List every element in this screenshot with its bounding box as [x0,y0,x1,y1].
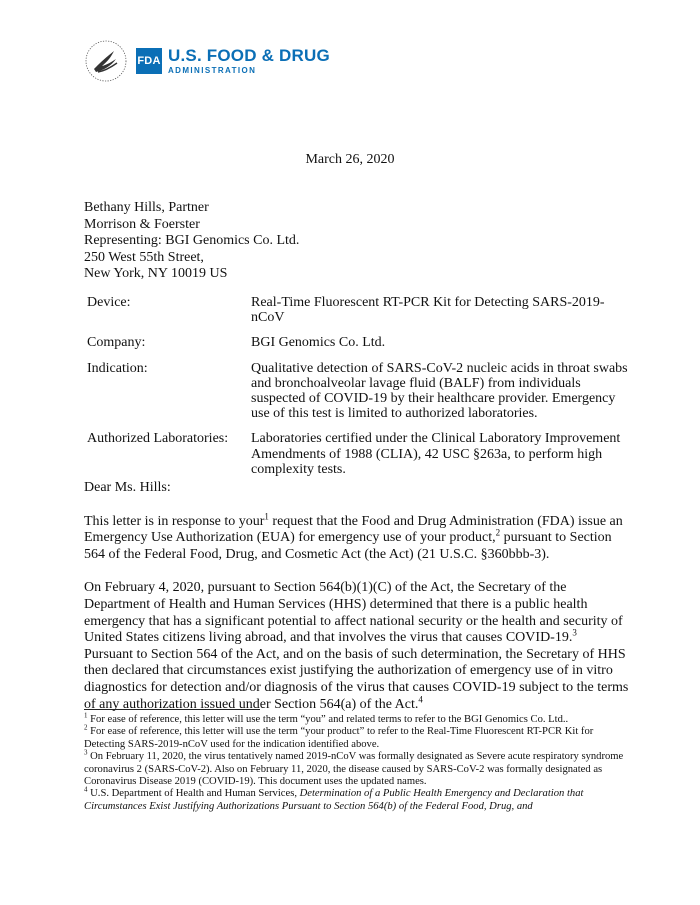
info-label: Authorized Laboratories: [87,431,229,447]
info-value: Laboratories certified under the Clinical Laboratory Improvement Amendments of 1988 (CLIA), 42 USC §263a, to perform high complexity tests. [251,431,621,477]
fda-logo-box: FDA [136,48,162,74]
footnote-ref: 3 [572,627,577,638]
footnote-ref: 2 [495,527,501,538]
fda-wordmark [168,47,330,75]
footnote-4: $^4$ U.S. Department of Health and Human Services, Determination of a Public Health Emergency and Declaration that Circumstances Exist Justifying Authorizations Pursuant to Section 564(b) of the Federal Food, Drug, and [84,785,584,812]
footnote-ref: 1 [264,510,269,521]
info-value: BGI Genomics Co. Ltd. [251,335,386,351]
letter-body [84,480,629,730]
info-row-authorized-labs [84,431,629,477]
info-row-indication [84,361,629,422]
address-line: New York, NY 10019 US [84,266,228,282]
info-label: Indication: [87,360,148,376]
info-value: Qualitative detection of SARS-CoV-2 nucleic acids in throat swabs and bronchoalveolar lavage fluid (BALF) from individuals suspected of COVID-19 by their healthcare provider. Emergency use of this test is limited to authorized laboratories. [251,360,628,422]
salutation: Dear Ms. Hills: [84,480,171,495]
info-row-device [84,295,629,325]
hhs-seal-icon [84,39,128,83]
device-info-table [84,295,629,487]
address-line: Bethany Hills, Partner [84,200,209,215]
address-line: Morrison & Foerster [84,216,200,232]
fda-logo [84,38,330,84]
info-value: Real-Time Fluorescent RT-PCR Kit for Detecting SARS-2019-nCoV [251,295,605,326]
fda-wordmark-line2: ADMINISTRATION [168,66,257,75]
footnote-ref: 4 [418,693,423,704]
info-label: Device: [87,295,131,310]
fda-wordmark-line1: U.S. FOOD & DRUG [168,46,330,65]
info-label: Company: [87,335,146,351]
letter-date: March 26, 2020 [305,152,395,167]
address-line: Representing: BGI Genomics Co. Ltd. [84,233,300,249]
recipient-address [84,200,299,283]
footnote-divider [84,709,260,710]
footnotes [84,711,629,813]
footnote-3: $^3$ On February 11, 2020, the virus tentatively named 2019-nCoV was formally designated as Severe acute respiratory syndrome coronavirus 2 (SARS-CoV-2). Also on February 11, 2020, the disease caused by SARS-CoV-2 was formally designated as Coronavirus Disease 2019 (COVID-19). This document uses the updated names. [84,748,624,788]
paragraph-2: On February 4, 2020, pursuant to Section 564(b)(1)(C) of the Act, the Secretary of the Department of Health and Human Services (HHS) determined that there is a public health emergency that has a significant potential to affect national security or the health and security of United States citizens living abroad, and that involves the virus that causes COVID-19.$^3$ Pursuant to Section 564 of the Act, and on the basis of such determination, the Secretary of HHS then declared that circumstances exist justifying the authorization of emergency use of in vitro diagnostics for detection and/or diagnosis of the virus that causes COVID-19 subject to the terms of any authorization issued under Section 564(a) of the Act.$^4$ [84,580,629,712]
address-line: 250 West 55th Street, [84,249,204,265]
info-row-company [84,335,629,350]
paragraph-1: This letter is in response to your$^1$ request that the Food and Drug Administration (FDA) issue an Emergency Use Authorization (EUA) for emergency use of your product,$^2$ pursuant to Section 564 of the Federal Food, Drug, and Cosmetic Act (the Act) (21 U.S.C. §360bbb-3). [84,510,623,562]
footnote-2: $^2$ For ease of reference, this letter will use the term “your product” to refer to the Real-Time Fluorescent RT-PCR Kit for Detecting SARS-2019-nCoV used for the indication identified above. [84,723,594,750]
footnote-1: $^1$ For ease of reference, this letter will use the term “you” and related terms to refer to the BGI Genomics Co. Ltd.. [84,711,569,725]
